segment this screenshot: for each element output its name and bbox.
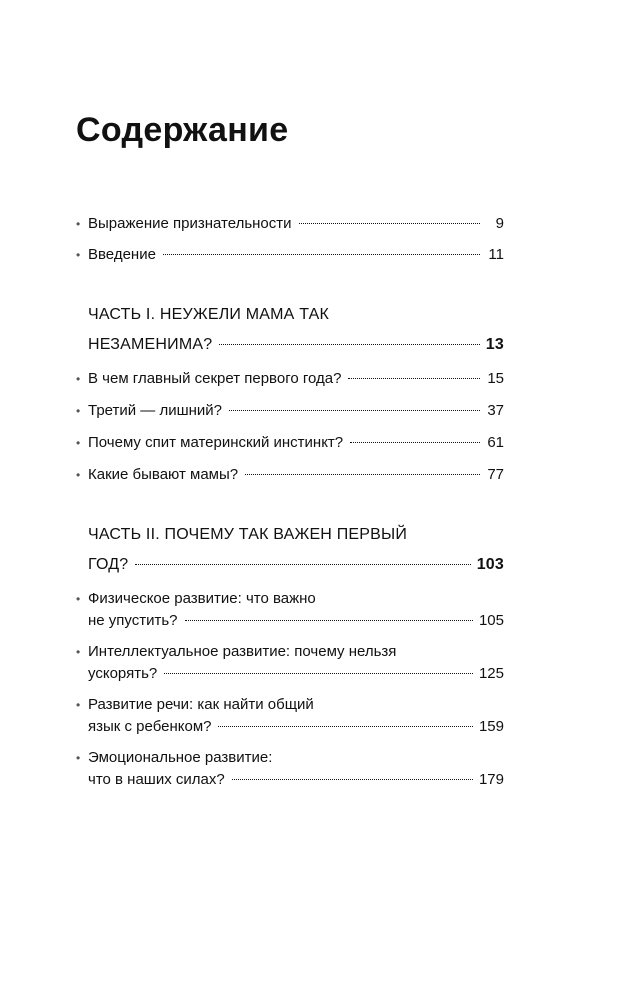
toc-entry-page: 77: [487, 466, 504, 483]
bullet-icon: •: [76, 436, 81, 450]
toc-entry-page: 9: [495, 215, 504, 232]
toc-entry: [76, 588, 504, 632]
toc-entry: [76, 400, 504, 422]
toc-entry-label-line2: ускорять?: [88, 665, 158, 682]
bullet-icon: •: [76, 698, 81, 712]
dot-leader: [135, 564, 470, 565]
toc-part-title-line1: ЧАСТЬ I. НЕУЖЕЛИ МАМА ТАК: [88, 306, 330, 323]
toc-entry-page: 125: [478, 665, 504, 682]
bullet-icon: •: [76, 404, 81, 418]
toc-entry-label-line1: Эмоциональное развитие:: [88, 749, 273, 766]
toc-entry-page: 15: [487, 370, 504, 387]
dot-leader: [299, 223, 480, 224]
toc-entry-page: 105: [478, 612, 504, 629]
page-title: Содержание: [76, 111, 289, 149]
toc-entry: [76, 368, 504, 390]
toc-part-page: 13: [485, 336, 504, 353]
bullet-icon: •: [76, 592, 81, 606]
toc-entry-label-line2: что в наших силах?: [88, 771, 225, 788]
toc-part-title-line2: ГОД?: [88, 556, 129, 573]
dot-leader: [163, 254, 480, 255]
toc-entry: [76, 747, 504, 791]
toc-entry-label: Выражение признательности: [88, 215, 292, 232]
toc-entry-label-line2: не упустить?: [88, 612, 178, 629]
toc-entry-label: Введение: [88, 246, 156, 263]
toc-entry-label-line2: язык с ребенком?: [88, 718, 212, 735]
toc-entry: [76, 641, 504, 685]
toc-entry-label-line1: Развитие речи: как найти общий: [88, 696, 314, 713]
bullet-icon: •: [76, 468, 81, 482]
bullet-icon: •: [76, 645, 81, 659]
dot-leader: [348, 378, 480, 379]
toc-part-title-line1: ЧАСТЬ II. ПОЧЕМУ ТАК ВАЖЕН ПЕРВЫЙ: [88, 526, 408, 543]
bullet-icon: •: [76, 372, 81, 386]
dot-leader: [218, 726, 472, 727]
toc-entry-label: Какие бывают мамы?: [88, 466, 239, 483]
toc-entry-label-line1: Интеллектуальное развитие: почему нельзя: [88, 643, 397, 660]
toc-part-heading: [76, 300, 504, 360]
dot-leader: [350, 442, 480, 443]
bullet-icon: •: [76, 751, 81, 765]
toc-part-page: 103: [476, 556, 504, 573]
toc-entry: [76, 213, 504, 235]
toc-entry-label: Третий — лишний?: [88, 402, 223, 419]
toc-entry-page: 37: [487, 402, 504, 419]
toc-entry-page: 11: [488, 246, 504, 263]
toc-part-heading: [76, 520, 504, 580]
toc-entry: [76, 694, 504, 738]
dot-leader: [245, 474, 480, 475]
toc-entry-label: Почему спит материнский инстинкт?: [88, 434, 344, 451]
toc-part-title-line2: НЕЗАМЕНИМА?: [88, 336, 213, 353]
dot-leader: [219, 344, 479, 345]
toc-entry: [76, 432, 504, 454]
toc-entry-label-line1: Физическое развитие: что важно: [88, 590, 316, 607]
table-of-contents: [76, 213, 504, 791]
bullet-icon: •: [76, 248, 81, 262]
dot-leader: [164, 673, 473, 674]
dot-leader: [229, 410, 480, 411]
toc-entry: [76, 244, 504, 266]
dot-leader: [232, 779, 473, 780]
toc-entry-page: 179: [478, 771, 504, 788]
toc-entry-page: 61: [487, 434, 504, 451]
toc-entry-page: 159: [478, 718, 504, 735]
toc-entry-label: В чем главный секрет первого года?: [88, 370, 342, 387]
toc-entry: [76, 464, 504, 486]
dot-leader: [185, 620, 473, 621]
bullet-icon: •: [76, 217, 81, 231]
